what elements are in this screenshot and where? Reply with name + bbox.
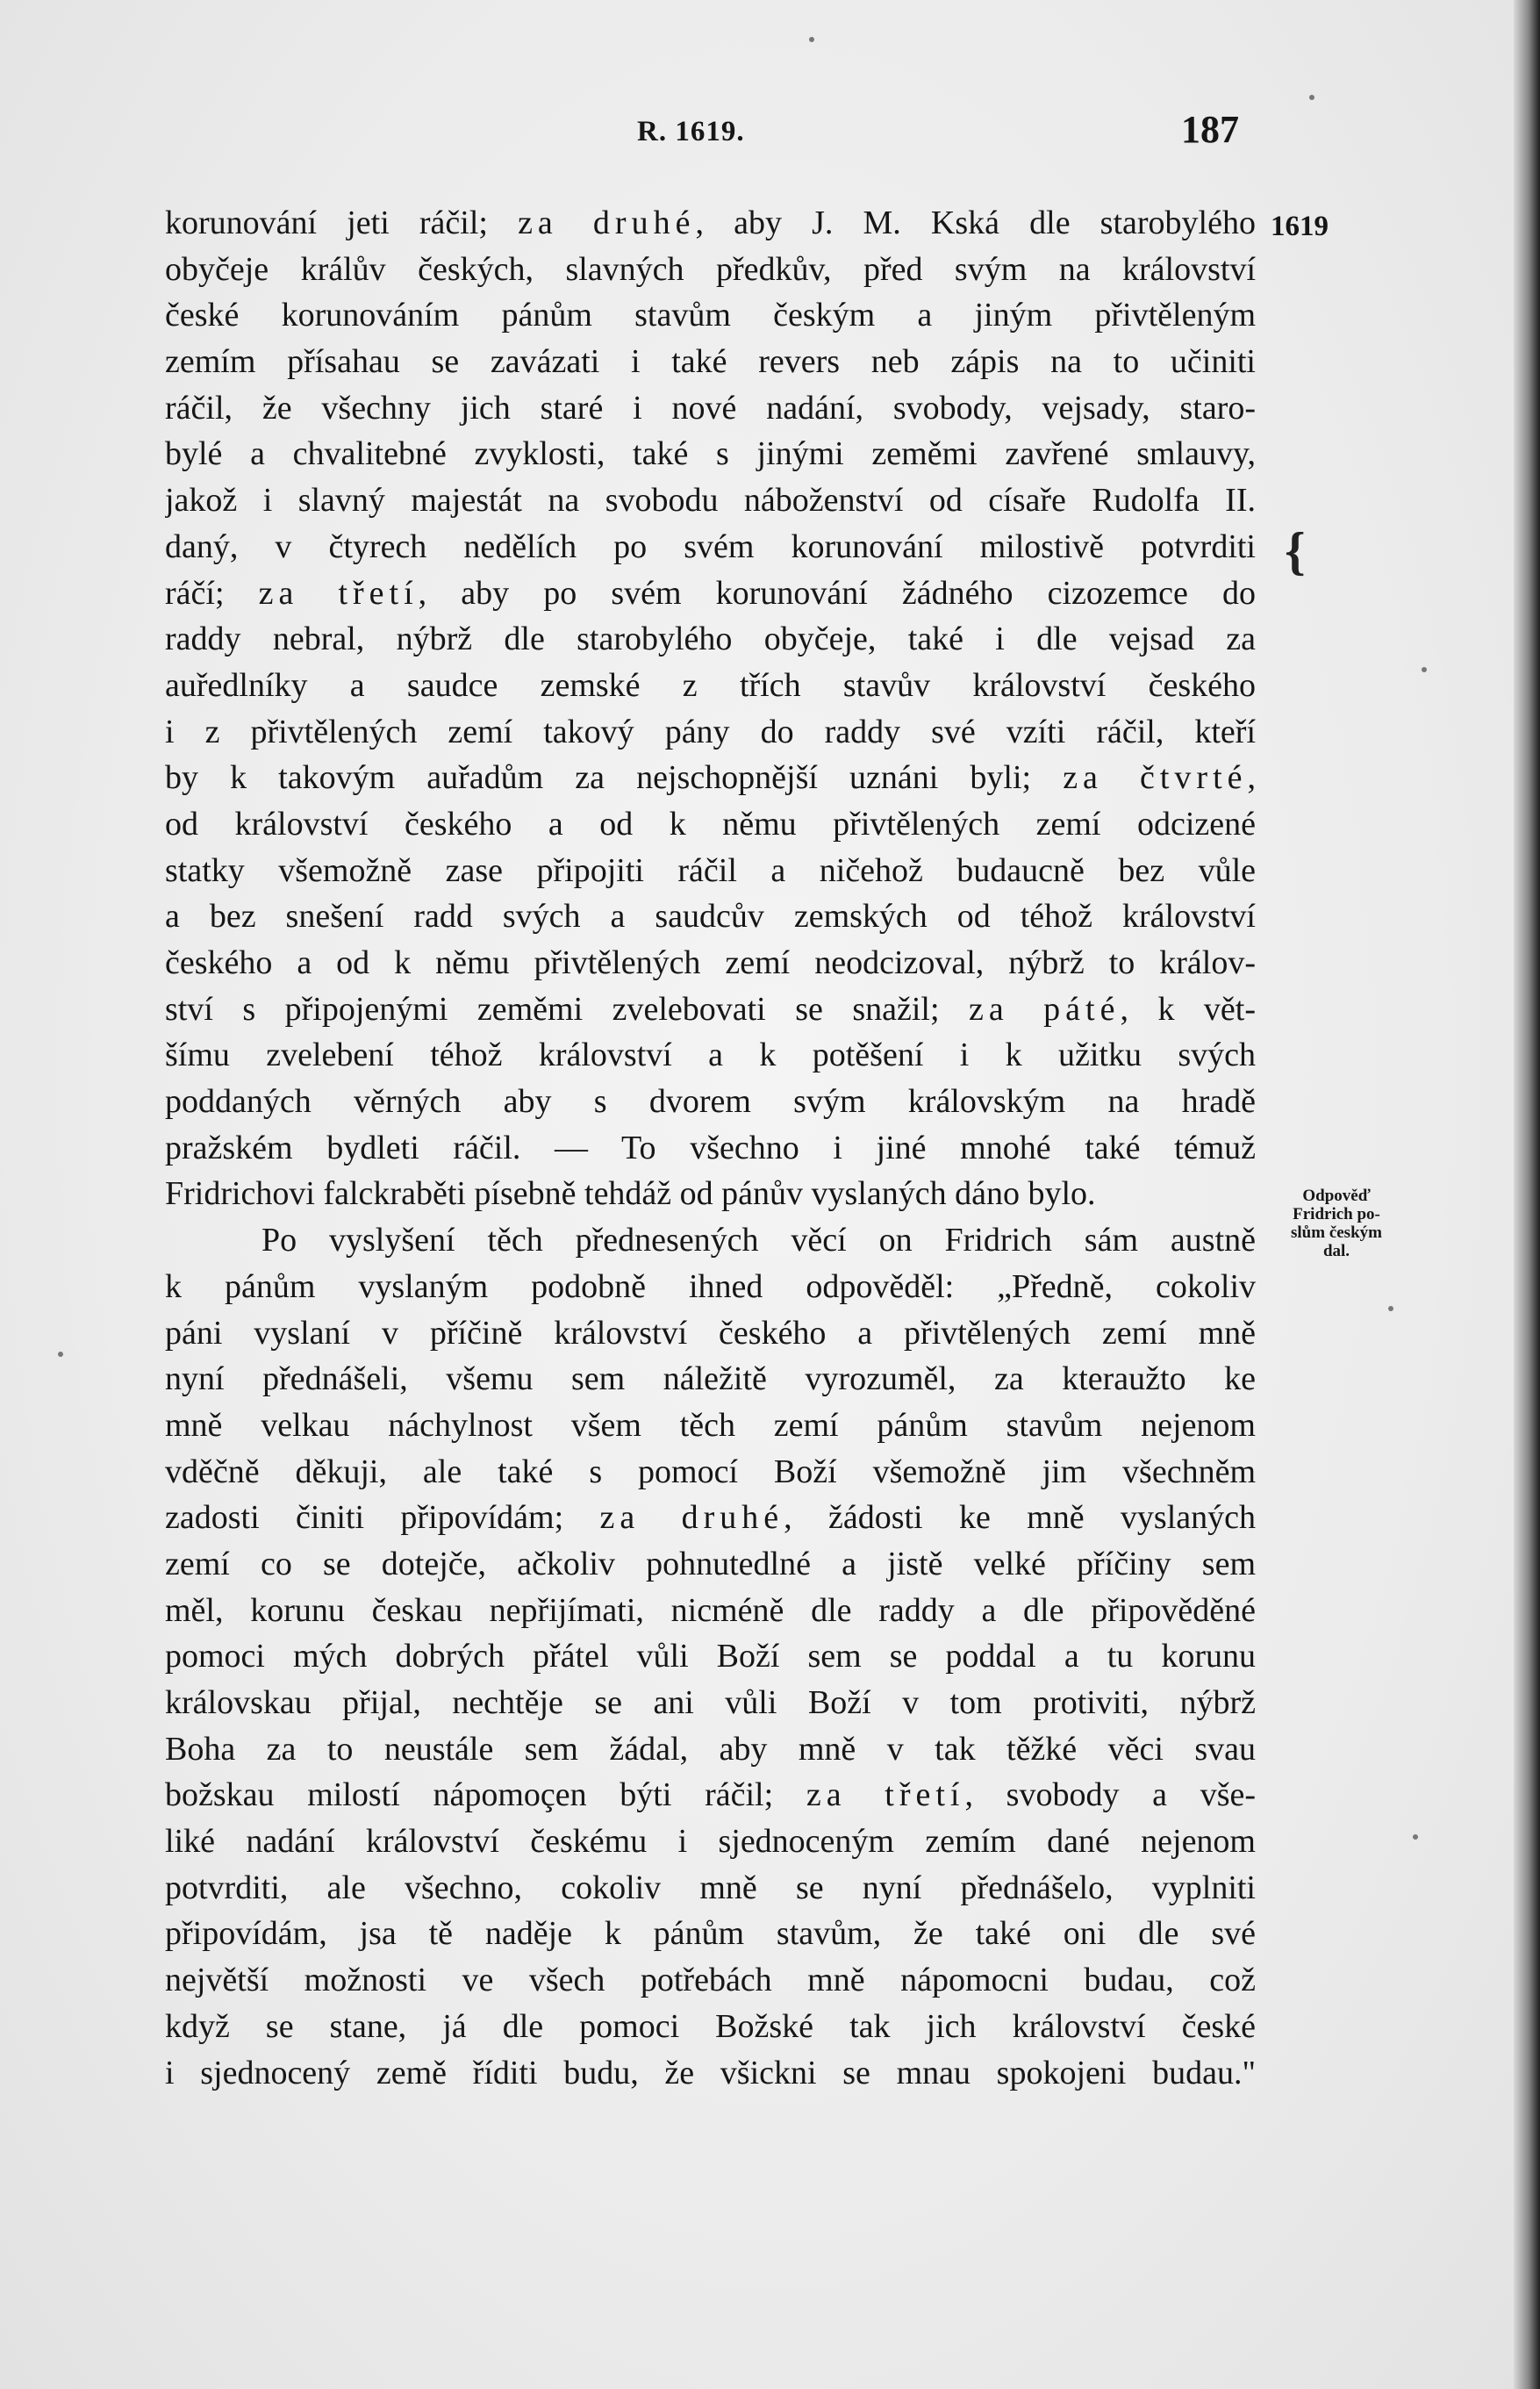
margin-bracket: { — [1285, 522, 1306, 580]
text-run: pomoci mých dobrých přátel vůli Boží sem se poddal a tu korunu — [165, 1638, 1256, 1675]
text-run: šímu zvelebení téhož království a k potěšení i k užitku svých — [165, 1037, 1256, 1074]
text-run: Fridrichovi falckraběti písebně tehdáž od pánův vyslaných dáno bylo. — [165, 1175, 1096, 1213]
text-line — [165, 524, 1256, 570]
text-run: , aby J. M. Kská dle starobylého — [695, 204, 1256, 241]
text-line — [165, 940, 1256, 986]
running-head: R. 1619. — [637, 116, 745, 147]
text-run: potvrditi, ale všechno, cokoliv mně se nyní přednášelo, vyplniti — [165, 1869, 1256, 1906]
text-run: připovídám, jsa tě naděje k pánům stavům, že také oni dle své — [165, 1915, 1256, 1953]
text-line — [165, 1588, 1256, 1634]
spaced-emphasis: za čtvrté — [1063, 759, 1248, 797]
text-line — [165, 1125, 1256, 1172]
text-line — [165, 616, 1256, 663]
text-line — [165, 1079, 1256, 1125]
text-line — [165, 2004, 1256, 2050]
text-line — [165, 431, 1256, 477]
text-run: měl, korunu českau nepřijímati, nicméně dle raddy a dle připověděné — [165, 1591, 1256, 1629]
text-line — [165, 1541, 1256, 1588]
text-run: českého a od k němu přivtělených zemí neodcizoval, nýbrž to králov- — [165, 944, 1256, 981]
text-run: Boha za to neustále sem žádal, aby mně v tak těžké věci svau — [165, 1730, 1256, 1768]
text-run: vděčně děkuji, ale také s pomocí Boží všemožně jim všechněm — [165, 1453, 1256, 1490]
text-line — [165, 801, 1256, 848]
text-run: raddy nebral, nýbrž dle starobylého obyčeje, také i dle vejsad za — [165, 621, 1256, 658]
text-run: i sjednocený země říditi budu, že všickni se mnau spokojeni budau." — [165, 2054, 1256, 2091]
text-run: poddaných věrných aby s dvorem svým královským na hradě — [165, 1083, 1256, 1121]
text-run: daný, v čtyrech nedělích po svém korunování milostivě potvrditi — [165, 527, 1256, 565]
text-run: mně velkau náchylnost všem těch zemí pánům stavům nejenom — [165, 1406, 1256, 1444]
margin-note-line: slům českým — [1291, 1223, 1382, 1242]
text-line — [165, 848, 1256, 894]
text-run: božskau milostí nápomoçen býti ráčil; — [165, 1776, 806, 1814]
text-line — [165, 1911, 1256, 1957]
spaced-emphasis: za třetí — [258, 574, 419, 612]
text-line — [165, 1495, 1256, 1541]
text-run: , — [1247, 759, 1256, 797]
text-line — [165, 570, 1256, 617]
text-line — [165, 1310, 1256, 1357]
text-line — [165, 247, 1256, 293]
text-run: Po vyslyšení těch přednesených věcí on Fridrich sám austně — [261, 1222, 1256, 1259]
text-line — [165, 339, 1256, 385]
text-line — [165, 1633, 1256, 1680]
text-run: největší možnosti ve všech potřebách mně nápomocni budau, což — [165, 1962, 1256, 1999]
text-run: pražském bydleti ráčil. — To všechno i jiné mnohé také témuž — [165, 1129, 1256, 1166]
text-run: ráčil, že všechny jich staré i nové nadání, svobody, vejsady, staro- — [165, 389, 1256, 427]
text-line — [165, 709, 1256, 756]
margin-year: 1619 — [1271, 211, 1329, 242]
text-line — [165, 385, 1256, 432]
spaced-emphasis: za druhé — [518, 204, 696, 241]
spaced-emphasis: za páté — [968, 990, 1121, 1028]
body-text — [165, 200, 1256, 2096]
text-run: bylé a chvalitebné zvyklosti, také s jinými zeměmi zavřené smlauvy, — [165, 435, 1256, 473]
paper-speck — [1309, 95, 1314, 100]
text-run: královskau přijal, nechtěje se ani vůli Boží v tom protiviti, nýbrž — [165, 1684, 1256, 1721]
text-line — [165, 1264, 1256, 1310]
margin-note-line: dal. — [1322, 1242, 1350, 1260]
text-line — [165, 1403, 1256, 1449]
text-line — [165, 1680, 1256, 1726]
text-run: a bez snešení radd svých a saudcův zemských od téhož království — [165, 898, 1256, 936]
text-run: , aby po svém korunování žádného cizozemce do — [418, 574, 1256, 612]
text-run: auředlníky a saudce zemské z třích stavův království českého — [165, 666, 1256, 704]
text-run: nyní přednášeli, všemu sem náležitě vyrozuměl, za kteraužto ke — [165, 1360, 1256, 1398]
text-line — [165, 1217, 1256, 1264]
text-run: ství s připojenými zeměmi zvelebovati se snažil; — [165, 990, 969, 1028]
text-run: zemí co se dotejče, ačkoliv pohnutedlné a jistě velké příčiny sem — [165, 1545, 1256, 1582]
text-line — [165, 1726, 1256, 1773]
text-line — [165, 200, 1256, 247]
page-number: 187 — [1181, 108, 1239, 151]
text-run: liké nadání království českému i sjednoceným zemím dané nejenom — [165, 1823, 1256, 1861]
text-line — [165, 1957, 1256, 2004]
text-run: k pánům vyslaným podobně ihned odpověděl: „Předně, cokoliv — [165, 1267, 1256, 1305]
text-line — [165, 755, 1256, 801]
text-line — [165, 1171, 1256, 1217]
text-line — [165, 1032, 1256, 1079]
spaced-emphasis: za druhé — [599, 1499, 784, 1537]
text-line — [165, 477, 1256, 524]
paper-speck — [1388, 1306, 1393, 1311]
text-run: korunování jeti ráčil; — [165, 204, 519, 241]
text-run: i z přivtělených zemí takový pány do raddy své vzíti ráčil, kteří — [165, 713, 1256, 750]
text-line — [165, 1819, 1256, 1865]
text-run: statky všemožně zase připojiti ráčil a ničehož budaucně bez vůle — [165, 851, 1256, 889]
paper-speck — [1413, 1834, 1418, 1840]
text-line — [165, 1356, 1256, 1403]
text-line — [165, 663, 1256, 709]
page-edge-shadow — [1514, 0, 1540, 2389]
text-line — [165, 986, 1256, 1033]
spaced-emphasis: za třetí — [806, 1776, 965, 1814]
text-line — [165, 2050, 1256, 2097]
text-run: české korunováním pánům stavům českým a jiným přivtěleným — [165, 297, 1256, 334]
text-run: když se stane, já dle pomoci Božské tak jich království české — [165, 2007, 1256, 2045]
text-line — [165, 1772, 1256, 1819]
paper-speck — [809, 37, 814, 42]
text-run: zemím přísahau se zavázati i také revers neb zápis na to učiniti — [165, 343, 1256, 381]
margin-note-line: Odpověď — [1302, 1187, 1371, 1205]
text-run: zadosti činiti připovídám; — [165, 1499, 600, 1537]
margin-note-line: Fridrich po- — [1293, 1205, 1380, 1223]
text-run: , svobody a vše- — [964, 1776, 1256, 1814]
text-line — [165, 292, 1256, 339]
text-run: jakož i slavný majestát na svobodu náboženství od císaře Rudolfa II. — [165, 482, 1256, 520]
text-run: od království českého a od k němu přivtělených zemí odcizené — [165, 805, 1256, 843]
text-line — [165, 1449, 1256, 1496]
text-run: ráčí; — [165, 574, 259, 612]
paper-speck — [58, 1352, 63, 1357]
text-run: , k vět- — [1120, 990, 1256, 1028]
margin-note — [1262, 1187, 1411, 1260]
text-line — [165, 893, 1256, 940]
text-line — [165, 1865, 1256, 1912]
paper-speck — [1422, 667, 1427, 672]
text-run: obyčeje králův českých, slavných předkův, před svým na království — [165, 250, 1256, 288]
text-run: by k takovým auřadům za nejschopnější uznáni byli; — [165, 759, 1064, 797]
text-run: páni vyslaní v příčině království českého a přivtělených zemí mně — [165, 1314, 1256, 1352]
text-run: , žádosti ke mně vyslaných — [784, 1499, 1256, 1537]
